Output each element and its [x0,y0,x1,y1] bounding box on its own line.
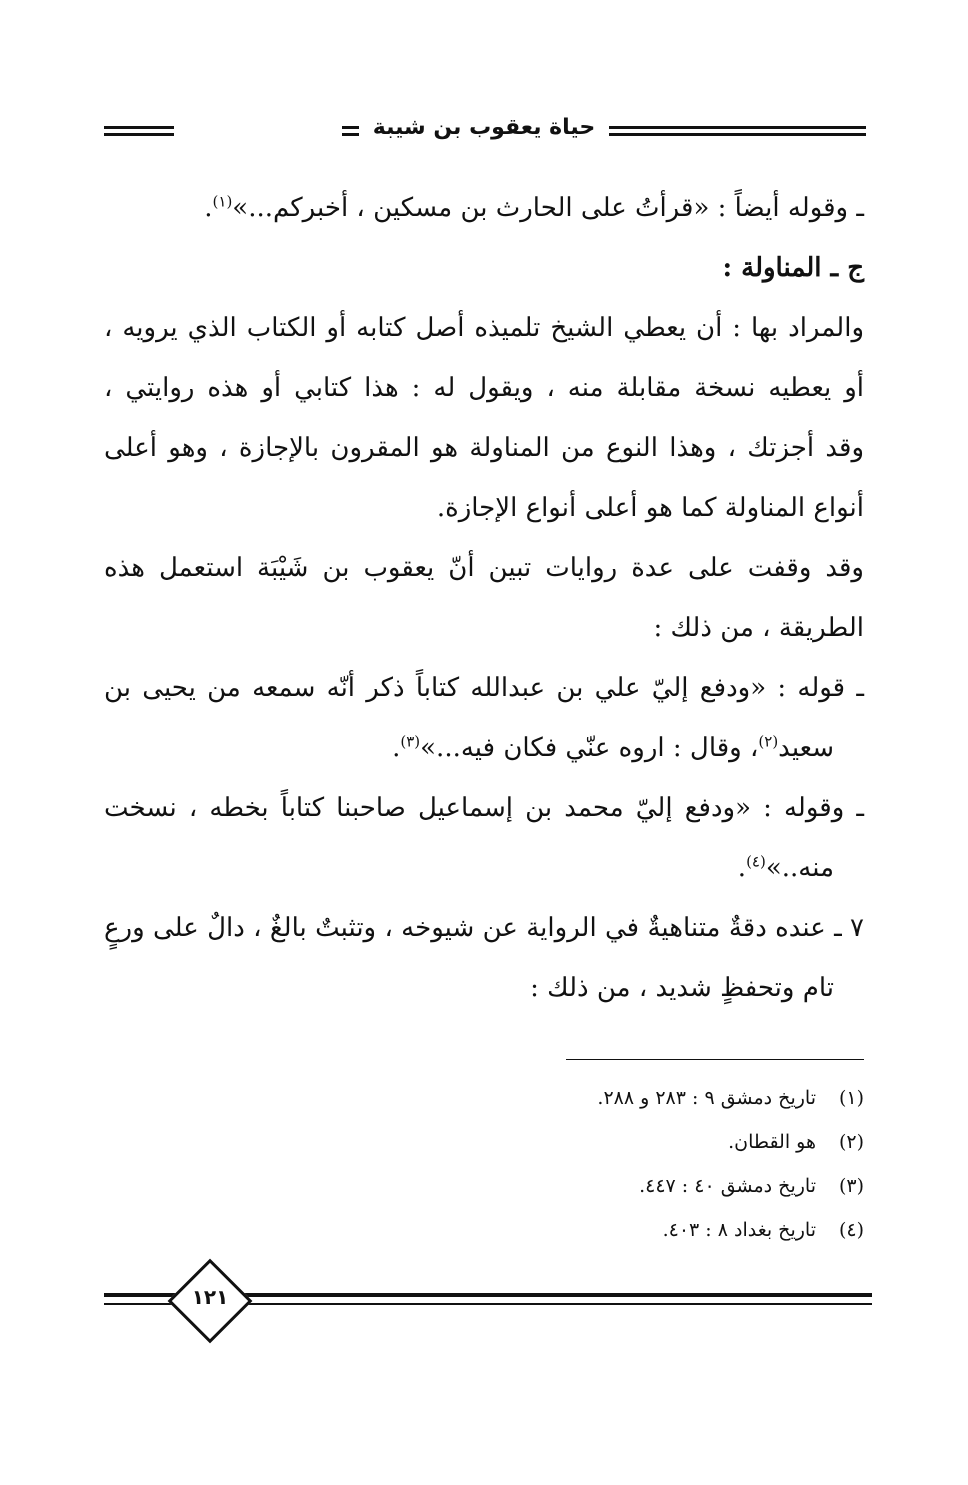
section-heading: ج ـ المناولة : [722,253,864,283]
text-line: سعيد$^{(٢)}$، وقال : اروه عنّي فكان فيه...»$^{(٣)}$. [392,732,834,763]
text-line: ٧ ـ عنده دقةٌ متناهيةٌ في الرواية عن شيوخه ، وتثبتٌ بالغٌ ، دالٌ على ورعٍ [104,913,864,943]
text-line: ـ وقوله : «ودفع إليّ محمد بن إسماعيل صاحبنا كتاباً بخطه ، نسخت [104,793,864,823]
footnotes [364,1076,864,1252]
text-line: وقد أجزتك ، وهذا النوع من المناولة هو المقرون بالإجازة ، وهو أعلى [104,433,864,463]
footnote [364,1076,864,1120]
running-header-title: حياة يعقوب بن شيبة [359,115,609,140]
footnote-ref: (٣) [400,732,421,751]
text-line: أنواع المناولة كما هو أعلى أنواع الإجازة. [436,493,864,523]
text-line: ـ قوله : «ودفع إليّ علي بن عبدالله كتاباً ذكر أنّه سمعه من يحيى بن [104,673,864,703]
text-line: أو يعطيه نسخة مقابلة منه ، ويقول له : هذا كتابي أو هذه روايتي ، [104,373,864,403]
footnote-ref: (٢) [758,732,779,751]
footnote-ref: (٤) [746,852,766,871]
running-header [0,112,968,144]
footnote-text: هو القطان. [728,1131,816,1153]
text-line: ـ وقوله أيضاً : «قرأتُ على الحارث بن مسكين ، أخبركم...»$^{(١)}$. [204,192,864,223]
footnote-number: (١) [838,1087,864,1109]
footnote-text: تاريخ دمشق ٤٠ : ٤٤٧. [639,1175,816,1197]
footnote-number: (٤) [838,1219,864,1241]
text-line: تام وتحفظٍ شديد ، من ذلك : [530,973,834,1003]
main-text [104,178,864,1018]
text-line: وقد وقفت على عدة روايات تبين أنّ يعقوب بن شَيْبَة استعمل هذه [104,553,864,583]
footnote-ref: (١) [212,192,233,211]
text-line: منه..»$^{(٤)}$. [737,852,834,883]
footnote-text: تاريخ دمشق ٩ : ٢٨٣ و ٢٨٨. [597,1087,816,1109]
page-number: ١٢١ [191,1285,229,1309]
footnote-number: (٣) [838,1175,864,1197]
footnote-separator [566,1059,864,1060]
text-line: الطريقة ، من ذلك : [653,613,864,643]
text-line: والمراد بها : أن يعطي الشيخ تلميذه أصل كتابه أو الكتاب الذي يرويه ، [104,313,864,343]
footnote-text: تاريخ بغداد ٨ : ٤٠٣. [662,1219,816,1241]
footer-rule-right [232,1293,872,1297]
footnote [364,1120,864,1164]
footnote [364,1164,864,1208]
footnote [364,1208,864,1252]
footnote-number: (٢) [838,1131,864,1153]
